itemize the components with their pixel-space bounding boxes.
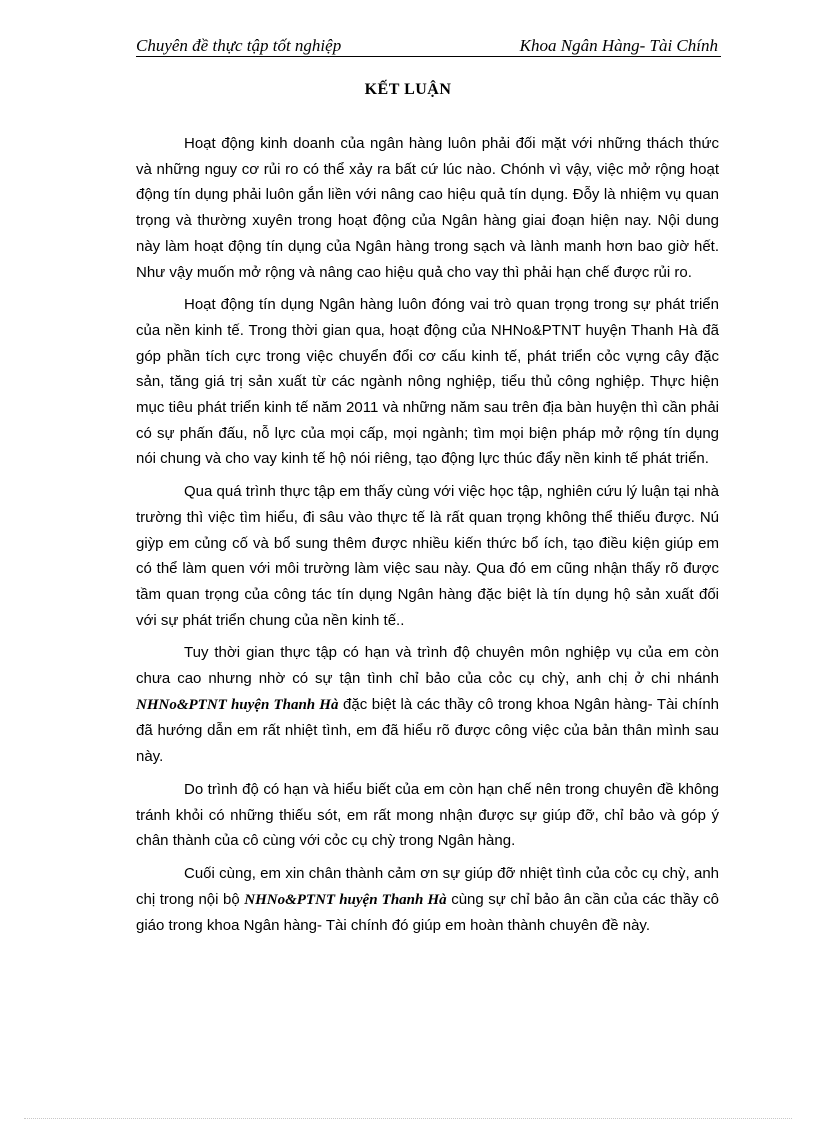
branch-name-emphasis: NHNo&PTNT huyện Thanh Hà [244, 891, 447, 908]
header-document-type: Chuyên đề thực tập tốt nghiệp [136, 36, 342, 55]
page-header [136, 36, 721, 57]
branch-name-emphasis: NHNo&PTNT huyện Thanh Hà [136, 696, 339, 713]
page-bottom-divider [24, 1118, 792, 1119]
document-body [136, 131, 719, 946]
page-title: KẾT LUẬN [364, 81, 452, 98]
paragraph-4 [136, 640, 719, 770]
paragraph-5: Do trình độ có hạn và hiểu biết của em còn hạn chế nên trong chuyên đề không tránh khỏi có những thiếu sót, em rất mong nhận được sự giúp đỡ, chỉ bảo và góp ý chân thành của cô cùng với cỏc cụ chỳ trong Ngân hàng. [136, 780, 719, 850]
paragraph-2: Hoạt động tín dụng Ngân hàng luôn đóng vai trò quan trọng trong sự phát triển của nền kinh tế. Trong thời gian qua, hoạt động của NHNo&PTNT huyện Thanh Hà đã góp phần tích cực trong việc chuyển đổi cơ cấu kinh tế, phát triển cỏc vựng cây đặc sản, tăng giá trị sản xuất từ các ngành nông nghiệp, tiểu thủ công nghiệp. Thực hiện mục tiêu phát triển kinh tế năm 2011 và những năm sau trên địa bàn huyện thì cần phải có sự phấn đấu, nỗ lực của mọi cấp, mọi ngành; tìm mọi biện pháp mở rộng tín dụng nói chung và cho vay kinh tế hộ nói riêng, tạo động lực thúc đẩy nền kinh tế phát triển. [136, 296, 719, 468]
paragraph-1: Hoạt động kinh doanh của ngân hàng luôn phải đối mặt với những thách thức và những nguy cơ rủi ro có thể xảy ra bất cứ lúc nào. Chónh vì vậy, việc mở rộng hoạt động tín dụng phải luôn gắn liền với nâng cao hiệu quả tín dụng. Đỗy là nhiệm vụ quan trọng và thường xuyên trong hoạt động của Ngân hàng giai đoạn hiện nay. Nội dung này làm hoạt động tín dụng của Ngân hàng trong sạch và lành manh hơn bao giờ hết. Như vậy muốn mở rộng và nâng cao hiệu quả cho vay thì phải hạn chế được rủi ro. [136, 135, 719, 281]
paragraph-6-text-end: cùng sự chỉ bảo ân cần của các thầy cô giáo trong khoa Ngân hàng- Tài chính đó giúp em hoàn thành chuyên đề này. [136, 890, 719, 935]
header-faculty: Khoa Ngân Hàng- Tài Chính [519, 36, 718, 55]
paragraph-3: Qua quá trình thực tập em thấy cùng với việc học tập, nghiên cứu lý luận tại nhà trường thì việc tìm hiểu, đi sâu vào thực tế là rất quan trọng không thể thiếu được. Nú giỳp em củng cố và bổ sung thêm được nhiều kiến thức bổ ích, tạo điều kiện giúp em có thể làm quen với môi trường làm việc sau này. Qua đó em cũng nhận thấy rõ được tầm quan trọng của công tác tín dụng Ngân hàng đặc biệt là tín dụng hộ sản xuất đối với sự phát triển chung của nền kinh tế.. [136, 483, 719, 629]
paragraph-4-text-start: Tuy thời gian thực tập có hạn và trình độ chuyên môn nghiệp vụ của em còn chưa cao nhưng nhờ có sự tận tình chỉ bảo của cỏc cụ chỳ, anh chị ở chi nhánh [136, 644, 719, 688]
paragraph-6-text-start: Cuối cùng, em xin chân thành cảm ơn sự giúp đỡ nhiệt tình của cỏc cụ chỳ, anh chị trong nội bộ [136, 864, 719, 908]
paragraph-4-text-end: đặc biệt là các thầy cô trong khoa Ngân hàng- Tài chính đã hướng dẫn em rất nhiệt tình, em đã hiểu rõ được công việc của bản thân mình sau này. [136, 695, 719, 766]
paragraph-6 [136, 861, 719, 939]
